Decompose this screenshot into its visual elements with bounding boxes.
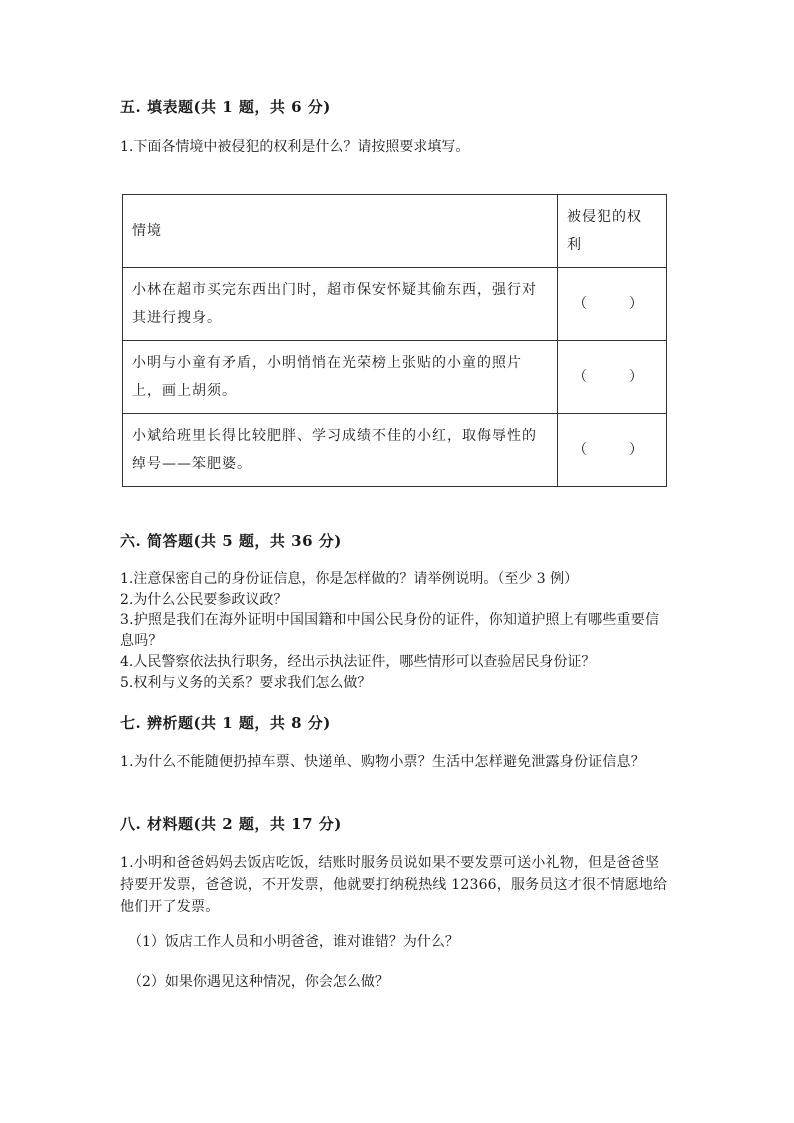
short-answer-question-1: 1.注意保密自己的身份证信息，你是怎样做的？请举例说明。（至少 3 例） — [120, 571, 579, 587]
short-answer-question-2: 2.为什么公民要参政议政？ — [120, 592, 288, 608]
header-violated-right: 被侵犯的权利 — [558, 195, 667, 268]
short-answer-question-3: 3.护照是我们在海外证明中国国籍和中国公民身份的证件，你知道护照上有哪些重要信息吗？ — [120, 612, 660, 649]
answer-blank[interactable]: （ ） — [573, 369, 644, 385]
header-situation: 情境 — [123, 195, 558, 268]
situation-cell: 小林在超市买完东西出门时，超市保安怀疑其偷东西，强行对其进行搜身。 — [123, 268, 558, 341]
section-7-heading: 七. 辨析题(共 1 题，共 8 分) — [120, 714, 331, 732]
section-5-heading: 五. 填表题(共 1 题，共 6 分) — [120, 98, 331, 116]
table-row — [123, 341, 667, 414]
analysis-question: 1.为什么不能随便扔掉车票、快递单、购物小票？生活中怎样避免泄露身份证信息？ — [120, 754, 645, 770]
section-5-question: 1.下面各情境中被侵犯的权利是什么？请按照要求填写。 — [120, 139, 470, 155]
situation-cell: 小斌给班里长得比较肥胖、学习成绩不佳的小红，取侮辱性的绰号——笨肥婆。 — [123, 414, 558, 487]
answer-blank[interactable]: （ ） — [573, 296, 644, 312]
answer-cell[interactable] — [558, 341, 667, 414]
answer-cell[interactable] — [558, 268, 667, 341]
short-answer-question-5: 5.权利与义务的关系？要求我们怎么做？ — [120, 675, 372, 691]
table-row — [123, 414, 667, 487]
rights-table — [122, 194, 667, 487]
table-header-row — [123, 195, 667, 268]
short-answer-question-4: 4.人民警察依法执行职务，经出示执法证件，哪些情形可以查验居民身份证？ — [120, 654, 596, 670]
situation-cell: 小明与小童有矛盾，小明悄悄在光荣榜上张贴的小童的照片上，画上胡须。 — [123, 341, 558, 414]
material-sub-question-2: （2）如果你遇见这种情况，你会怎么做？ — [128, 974, 389, 990]
table-row — [123, 268, 667, 341]
answer-blank[interactable]: （ ） — [573, 442, 644, 458]
section-6-heading: 六. 简答题(共 5 题，共 36 分) — [120, 532, 342, 550]
material-text: 1.小明和爸爸妈妈去饭店吃饭，结账时服务员说如果不要发票可送小礼物，但是爸爸坚持要开发票，爸爸说，不开发票，他就要打纳税热线 12366，服务员这才很不情愿地给他们开了发票。 — [120, 855, 668, 915]
answer-cell[interactable] — [558, 414, 667, 487]
material-sub-question-1: （1）饭店工作人员和小明爸爸，谁对谁错？为什么？ — [128, 934, 459, 950]
section-8-heading: 八. 材料题(共 2 题，共 17 分) — [120, 815, 342, 833]
